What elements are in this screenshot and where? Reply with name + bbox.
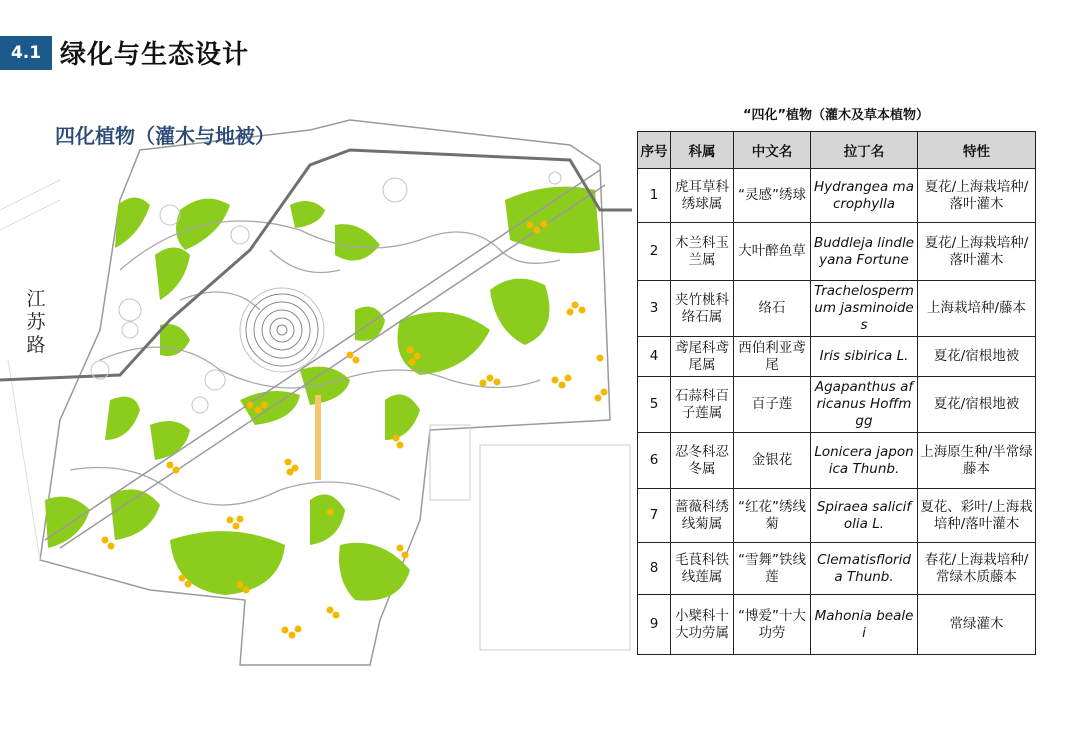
cell-latin-name: Spiraea salicifolia L. — [811, 489, 918, 543]
long-bench — [315, 395, 321, 480]
cell-family: 忍冬科忍冬属 — [671, 433, 734, 489]
cell-family: 石蒜科百子莲属 — [671, 377, 734, 433]
cell-chinese-name: “博爱”十大功劳 — [734, 595, 811, 655]
table-title: “四化”植物（灌木及草本植物） — [742, 108, 930, 123]
table-header-row — [638, 132, 1036, 169]
cell-no: 7 — [638, 489, 671, 543]
cell-no: 3 — [638, 281, 671, 337]
table-row — [638, 223, 1036, 281]
cell-latin-name: Trachelospermum jasminoides — [811, 281, 918, 337]
cell-latin-name: Hydrangea macrophylla — [811, 169, 918, 223]
cell-chinese-name: 百子莲 — [734, 377, 811, 433]
map-title: 四化植物（灌木与地被） — [55, 124, 275, 148]
plant-table — [637, 131, 1036, 655]
cell-feature: 夏花/宿根地被 — [918, 377, 1036, 433]
cell-family: 木兰科玉兰属 — [671, 223, 734, 281]
cell-feature: 夏花/上海栽培种/落叶灌木 — [918, 223, 1036, 281]
cell-no: 2 — [638, 223, 671, 281]
cell-latin-name: Clematisflorida Thunb. — [811, 543, 918, 595]
cell-chinese-name: 络石 — [734, 281, 811, 337]
cell-no: 8 — [638, 543, 671, 595]
cell-feature: 上海原生种/半常绿藤本 — [918, 433, 1036, 489]
cell-chinese-name: “雪舞”铁线莲 — [734, 543, 811, 595]
table-row — [638, 169, 1036, 223]
cell-chinese-name: 西伯利亚鸢尾 — [734, 337, 811, 377]
cell-family: 小檗科十大功劳属 — [671, 595, 734, 655]
road-label: 江苏路 — [26, 288, 46, 356]
header-chinese-name: 中文名 — [734, 132, 811, 169]
cell-chinese-name: “红花”绣线菊 — [734, 489, 811, 543]
cell-latin-name: Mahonia bealei — [811, 595, 918, 655]
table-row — [638, 433, 1036, 489]
cell-latin-name: Lonicera japonica Thunb. — [811, 433, 918, 489]
cell-feature: 上海栽培种/藤本 — [918, 281, 1036, 337]
table-row — [638, 281, 1036, 337]
table-row — [638, 489, 1036, 543]
cell-latin-name: Buddleja lindleyana Fortune — [811, 223, 918, 281]
cell-chinese-name: 金银花 — [734, 433, 811, 489]
cell-chinese-name: 大叶醉鱼草 — [734, 223, 811, 281]
cell-family: 鸢尾科鸢尾属 — [671, 337, 734, 377]
cell-chinese-name: “灵感”绣球 — [734, 169, 811, 223]
cell-family: 夹竹桃科络石属 — [671, 281, 734, 337]
table-row — [638, 543, 1036, 595]
cell-no: 4 — [638, 337, 671, 377]
header-family: 科属 — [671, 132, 734, 169]
table-row — [638, 337, 1036, 377]
cell-no: 9 — [638, 595, 671, 655]
cell-no: 5 — [638, 377, 671, 433]
table-row — [638, 595, 1036, 655]
cell-no: 1 — [638, 169, 671, 223]
cell-family: 虎耳草科绣球属 — [671, 169, 734, 223]
cell-family: 蔷薇科绣线菊属 — [671, 489, 734, 543]
cell-feature: 常绿灌木 — [918, 595, 1036, 655]
cell-feature: 夏花、彩叶/上海栽培种/落叶灌木 — [918, 489, 1036, 543]
section-number-badge: 4.1 — [0, 36, 52, 70]
cell-family: 毛茛科铁线莲属 — [671, 543, 734, 595]
building-outline — [430, 425, 630, 650]
header-no: 序号 — [638, 132, 671, 169]
cell-latin-name: Iris sibirica L. — [811, 337, 918, 377]
cell-feature: 夏花/宿根地被 — [918, 337, 1036, 377]
cell-no: 6 — [638, 433, 671, 489]
cell-latin-name: Agapanthus africanus Hoffmgg — [811, 377, 918, 433]
cell-feature: 春花/上海栽培种/常绿木质藤本 — [918, 543, 1036, 595]
table-row — [638, 377, 1036, 433]
section-title: 绿化与生态设计 — [60, 40, 250, 70]
site-plan-map — [0, 90, 632, 680]
header-latin-name: 拉丁名 — [811, 132, 918, 169]
header-feature: 特性 — [918, 132, 1036, 169]
cell-feature: 夏花/上海栽培种/落叶灌木 — [918, 169, 1036, 223]
